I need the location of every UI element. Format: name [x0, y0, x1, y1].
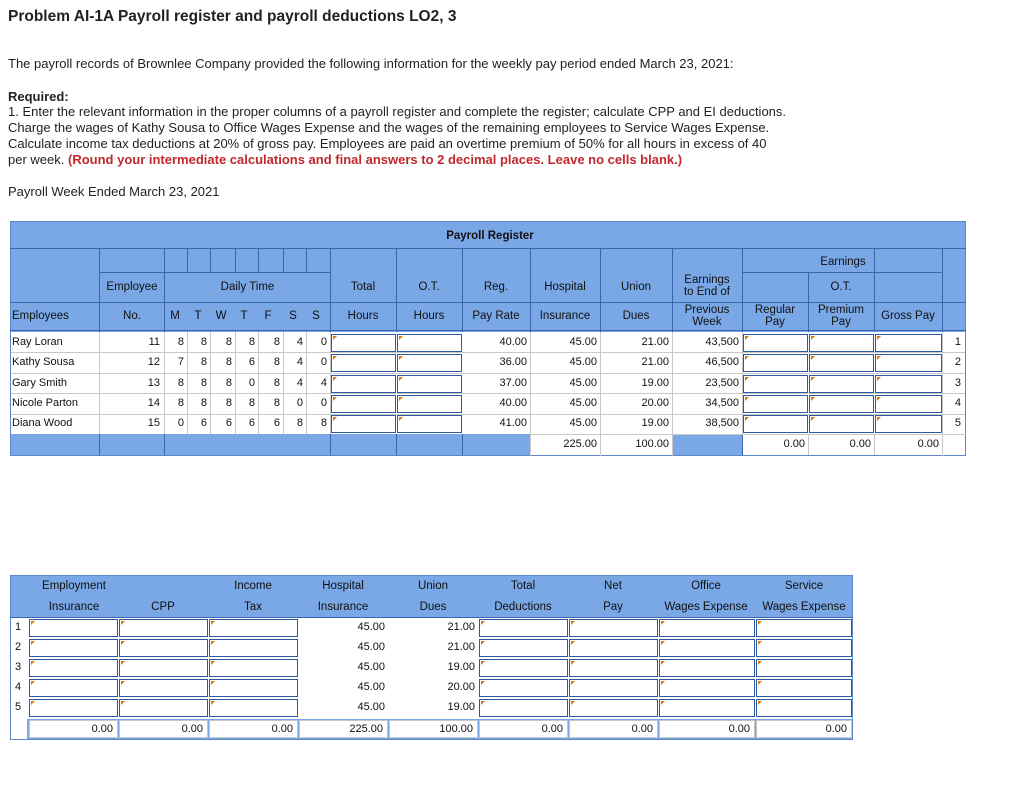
header-no: No.: [123, 310, 141, 322]
total-union: 100.00: [635, 438, 669, 450]
union-dues: 21.00: [447, 621, 475, 633]
header-office-2: Wages Expense: [664, 601, 748, 613]
instruction-line-2: Charge the wages of Kathy Sousa to Office Wages Expense and the wages of the remaining employees to Service Wages Expense.: [8, 120, 770, 135]
instruction-line-3: Calculate income tax deductions at 20% of gross pay. Employees are paid an overtime premium of 50% for all hours in excess of 40: [8, 136, 767, 151]
header-regular-pay-2: Pay: [765, 316, 785, 328]
hospital-insurance: 45.00: [357, 701, 385, 713]
union-dues: 21.00: [447, 641, 475, 653]
office-wages-input[interactable]: [659, 639, 755, 657]
total-gross-pay: 0.00: [917, 438, 939, 450]
hospital-insurance: 45.00: [357, 661, 385, 673]
net-pay-input[interactable]: [569, 659, 658, 677]
total-hours-input[interactable]: [331, 395, 396, 413]
union-dues: 20.00: [641, 397, 669, 409]
income-tax-input[interactable]: [209, 619, 298, 637]
row-index: 4: [15, 681, 22, 693]
day-hours: 8: [200, 336, 207, 348]
header-total-2: Deductions: [494, 601, 552, 613]
day-hours: 8: [200, 377, 207, 389]
header-ei-2: Insurance: [48, 601, 100, 613]
income-tax-input[interactable]: [209, 659, 298, 677]
day-hours: 4: [296, 336, 303, 348]
total-service-wages: 0.00: [756, 720, 852, 738]
income-tax-input[interactable]: [209, 699, 298, 717]
total-deductions: 0.00: [479, 720, 568, 738]
day-hours: 7: [177, 356, 184, 368]
header-insurance: Insurance: [539, 310, 591, 322]
net-pay-input[interactable]: [569, 619, 658, 637]
gross-pay-input[interactable]: [875, 354, 942, 372]
day-hours: 8: [273, 377, 280, 389]
total-net-pay: 0.00: [569, 720, 658, 738]
regular-pay-input[interactable]: [743, 415, 808, 433]
divider: [100, 272, 330, 273]
table-row: [0, 619, 1012, 639]
day-hours: 8: [273, 356, 280, 368]
header-premium-pay-2: Pay: [831, 316, 851, 328]
employee-name: Kathy Sousa: [12, 356, 75, 368]
col-line: [210, 249, 211, 273]
header-earnings-end-1: Earnings: [684, 274, 730, 286]
intro-text: The payroll records of Brownlee Company provided the following information for the weekly pay period ended March 23, 2021:: [8, 56, 734, 71]
gross-pay-input[interactable]: [875, 334, 942, 352]
premium-pay-input[interactable]: [809, 354, 874, 372]
header-hosp-2: Insurance: [317, 601, 369, 613]
col-line: [258, 249, 259, 273]
pay-rate: 36.00: [499, 356, 527, 368]
previous-earnings: 23,500: [705, 377, 739, 389]
hospital-insurance: 45.00: [569, 356, 597, 368]
day-hours: 8: [177, 336, 184, 348]
cpp-input[interactable]: [119, 639, 208, 657]
regular-pay-input[interactable]: [743, 334, 808, 352]
rounding-note: (Round your intermediate calculations and final answers to 2 decimal places. Leave no cells blank.): [68, 152, 683, 167]
register-title: Payroll Register: [446, 230, 534, 242]
total-deductions-input[interactable]: [479, 679, 568, 697]
header-total-hours: Hours: [347, 310, 379, 322]
cpp-input[interactable]: [119, 659, 208, 677]
total-hours-input[interactable]: [331, 415, 396, 433]
cpp-input[interactable]: [119, 699, 208, 717]
regular-pay-input[interactable]: [743, 354, 808, 372]
income-tax-input[interactable]: [209, 679, 298, 697]
header-union-2: Dues: [419, 601, 447, 613]
day-hours: 4: [296, 377, 303, 389]
header-tax-1: Income: [234, 580, 272, 592]
divider: [10, 248, 966, 249]
header-union: Union: [620, 281, 652, 293]
header-dues: Dues: [622, 310, 650, 322]
pay-rate: 40.00: [499, 397, 527, 409]
header-service-2: Wages Expense: [762, 601, 846, 613]
day-f: F: [264, 310, 272, 322]
service-wages-input[interactable]: [756, 619, 852, 637]
day-m: M: [170, 310, 180, 322]
header-net-2: Pay: [603, 601, 623, 613]
table-row: [0, 415, 1012, 435]
total-deductions-input[interactable]: [479, 619, 568, 637]
header-pay-rate: Pay Rate: [472, 310, 520, 322]
pay-rate: 41.00: [499, 417, 527, 429]
row-index: 4: [954, 397, 961, 409]
employee-no: 15: [147, 417, 160, 429]
net-pay-input[interactable]: [569, 639, 658, 657]
net-pay-input[interactable]: [569, 679, 658, 697]
col-line: [283, 249, 284, 273]
divider: [743, 272, 943, 273]
header-gross-pay: Gross Pay: [881, 310, 935, 322]
union-dues: 21.00: [641, 336, 669, 348]
header-regular-pay-1: Regular: [754, 304, 796, 316]
union-dues: 19.00: [447, 701, 475, 713]
header-hospital: Hospital: [544, 281, 586, 293]
header-union-1: Union: [417, 580, 449, 592]
hospital-insurance: 45.00: [357, 641, 385, 653]
instruction-line-4-text: per week.: [8, 152, 65, 167]
ot-hours-input[interactable]: [397, 395, 462, 413]
required-label: Required:: [8, 89, 69, 104]
day-hours: 0: [320, 356, 327, 368]
table-row: [0, 699, 1012, 719]
header-premium-pay-1: Premium: [817, 304, 864, 316]
previous-earnings: 43,500: [705, 336, 739, 348]
employee-name: Nicole Parton: [12, 397, 79, 409]
earnings-group-label: Earnings: [820, 256, 866, 268]
instruction-line-1: 1. Enter the relevant information in the proper columns of a payroll register and complete the register; calculate CPP and EI deductions.: [8, 104, 787, 119]
total-premium-pay: 0.00: [849, 438, 871, 450]
col-line: [306, 249, 307, 273]
hospital-insurance: 45.00: [357, 621, 385, 633]
header-regular-pay: [743, 304, 807, 328]
day-hours: 8: [225, 356, 232, 368]
service-wages-input[interactable]: [756, 659, 852, 677]
total-hours-input[interactable]: [331, 354, 396, 372]
gross-pay-input[interactable]: [875, 415, 942, 433]
employee-no: 13: [147, 377, 160, 389]
header-total: Total: [350, 281, 376, 293]
header-employee: Employee: [106, 281, 158, 293]
header-hosp-1: Hospital: [322, 580, 364, 592]
total-hours-input[interactable]: [331, 334, 396, 352]
header-net-1: Net: [604, 580, 622, 592]
day-hours: 8: [273, 336, 280, 348]
premium-pay-input[interactable]: [809, 334, 874, 352]
total-cell: [943, 435, 965, 455]
total-office-wages: 0.00: [659, 720, 755, 738]
income-tax-input[interactable]: [209, 639, 298, 657]
day-hours: 6: [248, 417, 255, 429]
ot-hours-input[interactable]: [397, 375, 462, 393]
header-office-1: Office: [691, 580, 721, 592]
premium-pay-input[interactable]: [809, 395, 874, 413]
union-dues: 19.00: [641, 377, 669, 389]
regular-pay-input[interactable]: [743, 395, 808, 413]
instruction-line-4: [8, 152, 682, 168]
header-daily-time: Daily Time: [220, 281, 275, 293]
totals-row: [0, 720, 1012, 740]
union-dues: 19.00: [641, 417, 669, 429]
table-row: [0, 354, 1012, 374]
header-reg: Reg.: [483, 281, 509, 293]
previous-earnings: 46,500: [705, 356, 739, 368]
ei-input[interactable]: [29, 659, 118, 677]
day-w: W: [215, 310, 227, 322]
service-wages-input[interactable]: [756, 699, 852, 717]
office-wages-input[interactable]: [659, 679, 755, 697]
day-s: S: [289, 310, 297, 322]
header-ot: O.T.: [418, 281, 440, 293]
day-hours: 8: [225, 377, 232, 389]
col-line: [235, 249, 236, 273]
divider: [10, 302, 966, 303]
ot-hours-input[interactable]: [397, 334, 462, 352]
table-row: [0, 659, 1012, 679]
day-hours: 8: [200, 397, 207, 409]
divider: [10, 330, 966, 331]
col-line: [187, 249, 188, 273]
union-dues: 21.00: [641, 356, 669, 368]
total-ei: 0.00: [29, 720, 118, 738]
total-cpp: 0.00: [119, 720, 208, 738]
row-index: 3: [15, 661, 22, 673]
total-deductions-input[interactable]: [479, 639, 568, 657]
day-hours: 8: [296, 417, 303, 429]
day-hours: 8: [177, 377, 184, 389]
divider: [530, 434, 966, 435]
previous-earnings: 34,500: [705, 397, 739, 409]
hospital-insurance: 45.00: [569, 377, 597, 389]
day-hours: 8: [273, 397, 280, 409]
hospital-insurance: 45.00: [569, 336, 597, 348]
header-previous-week: [673, 304, 741, 328]
table-row: [0, 375, 1012, 395]
total-hospital: 225.00: [299, 720, 388, 738]
ot-group-label: O.T.: [830, 281, 852, 293]
ot-hours-input[interactable]: [397, 354, 462, 372]
header-previous-week-2: Week: [692, 316, 722, 328]
hospital-insurance: 45.00: [569, 397, 597, 409]
header-ei-1: Employment: [42, 580, 106, 592]
total-hospital: 225.00: [563, 438, 597, 450]
service-wages-input[interactable]: [756, 639, 852, 657]
table-row: [0, 679, 1012, 699]
total-hours-input[interactable]: [331, 375, 396, 393]
net-pay-input[interactable]: [569, 699, 658, 717]
ei-input[interactable]: [29, 679, 118, 697]
regular-pay-input[interactable]: [743, 375, 808, 393]
header-earnings-end-2: to End of: [683, 286, 731, 298]
employee-no: 12: [147, 356, 160, 368]
ei-input[interactable]: [29, 639, 118, 657]
employee-name: Diana Wood: [12, 417, 73, 429]
week-label: Payroll Week Ended March 23, 2021: [8, 184, 220, 199]
row-index: 2: [15, 641, 22, 653]
employee-name: Gary Smith: [12, 377, 68, 389]
row-index: 1: [15, 621, 22, 633]
employee-no: 14: [147, 397, 160, 409]
union-dues: 19.00: [447, 661, 475, 673]
gross-pay-input[interactable]: [875, 375, 942, 393]
day-hours: 0: [177, 417, 184, 429]
employee-no: 11: [148, 336, 160, 348]
day-hours: 8: [320, 417, 327, 429]
day-hours: 4: [320, 377, 327, 389]
day-su: S: [312, 310, 320, 322]
header-employees: Employees: [12, 310, 69, 322]
total-deductions-input[interactable]: [479, 699, 568, 717]
total-union: 100.00: [389, 720, 478, 738]
total-income-tax: 0.00: [209, 720, 298, 738]
day-hours: 0: [320, 336, 327, 348]
day-hours: 6: [273, 417, 280, 429]
previous-earnings: 38,500: [705, 417, 739, 429]
header-tax-2: Tax: [244, 601, 262, 613]
day-hours: 8: [177, 397, 184, 409]
employee-name: Ray Loran: [12, 336, 63, 348]
row-index: 1: [954, 336, 961, 348]
day-hours: 0: [248, 377, 255, 389]
day-hours: 4: [296, 356, 303, 368]
row-index: 2: [954, 356, 961, 368]
header-ot-hours: Hours: [413, 310, 445, 322]
office-wages-input[interactable]: [659, 619, 755, 637]
header-cpp: CPP: [151, 601, 175, 613]
day-hours: 6: [200, 417, 207, 429]
day-hours: 6: [248, 356, 255, 368]
row-index: 3: [954, 377, 961, 389]
ei-input[interactable]: [29, 699, 118, 717]
page-title: Problem AI-1A Payroll register and payroll deductions LO2, 3: [8, 8, 457, 25]
pay-rate: 37.00: [499, 377, 527, 389]
cpp-input[interactable]: [119, 619, 208, 637]
header-total-1: Total: [510, 580, 536, 592]
union-dues: 20.00: [447, 681, 475, 693]
office-wages-input[interactable]: [659, 699, 755, 717]
day-hours: 0: [320, 397, 327, 409]
service-wages-input[interactable]: [756, 679, 852, 697]
header-earnings-end: [673, 274, 741, 298]
day-t: T: [194, 310, 202, 322]
total-deductions-input[interactable]: [479, 659, 568, 677]
day-th: T: [240, 310, 248, 322]
hospital-insurance: 45.00: [569, 417, 597, 429]
ot-hours-input[interactable]: [397, 415, 462, 433]
day-hours: 8: [248, 336, 255, 348]
gross-pay-input[interactable]: [875, 395, 942, 413]
day-hours: 6: [225, 417, 232, 429]
day-hours: 0: [296, 397, 303, 409]
header-service-1: Service: [784, 580, 824, 592]
pay-rate: 40.00: [499, 336, 527, 348]
premium-pay-input[interactable]: [809, 415, 874, 433]
total-regular-pay: 0.00: [783, 438, 805, 450]
header-previous-week-1: Previous: [684, 304, 730, 316]
row-index: 5: [954, 417, 961, 429]
ei-input[interactable]: [29, 619, 118, 637]
day-hours: 8: [200, 356, 207, 368]
premium-pay-input[interactable]: [809, 375, 874, 393]
cpp-input[interactable]: [119, 679, 208, 697]
table-row: [0, 395, 1012, 415]
hospital-insurance: 45.00: [357, 681, 385, 693]
office-wages-input[interactable]: [659, 659, 755, 677]
day-hours: 8: [248, 397, 255, 409]
table-row: [0, 334, 1012, 354]
table-row: [0, 639, 1012, 659]
day-hours: 8: [225, 336, 232, 348]
row-index: 5: [15, 701, 22, 713]
day-hours: 8: [225, 397, 232, 409]
header-premium-pay: [810, 304, 872, 328]
